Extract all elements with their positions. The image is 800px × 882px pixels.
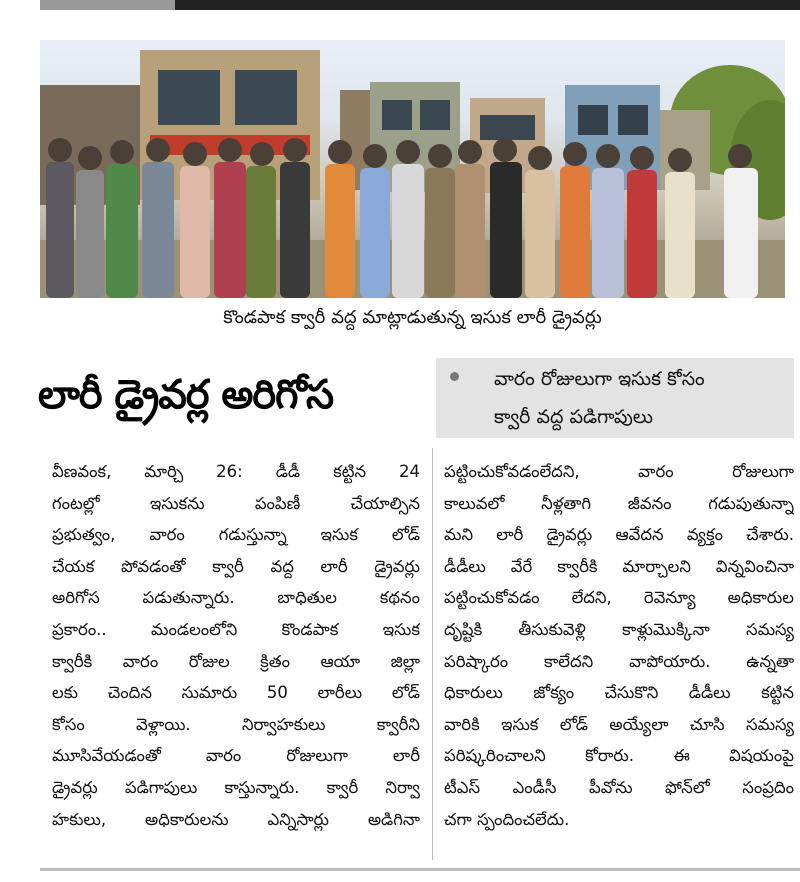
news-photo [40,40,785,298]
bullet-icon [450,372,459,381]
body-line: గంటల్లో ఇసుకను పంపిణీ చేయాల్సిన [52,493,420,513]
article-column-right [444,456,794,835]
top-rule-accent [40,0,175,10]
subheadline-line-1: వారం రోజులుగా ఇసుక కోసం [494,368,705,390]
body-line: లకు చెందిన సుమారు 50 లారీలు లోడ్ [52,683,420,703]
body-line: దృష్టికి తీసుకువెళ్లి కాళ్లుమొక్కినా సమస్య [444,619,794,639]
body-line: చేయక పోవడంతో క్వారీ వద్ద లారీ డ్రైవర్లు [52,556,420,576]
photo-caption: కొండపాక క్వారీ వద్ద మాట్లాడుతున్న ఇసుక లారీ డ్రైవర్లు [223,307,602,328]
body-line: ప్రభుత్వం, వారం గడుస్తున్నా ఇసుక లోడ్ [52,525,420,545]
body-line: పట్టించుకోవడం లేదని, రెవెన్యూ అధికారుల [444,588,794,608]
body-line: హకులు, అధికారులను ఎన్నిసార్లు అడిగినా [52,809,420,829]
subheadline-line-2: క్వారీ వద్ద పడిగాపులు [494,406,653,428]
bottom-rule [40,868,800,871]
body-line: కోసం వెళ్లాయి. నిర్వాహకులు క్వారీని [52,714,420,734]
body-line: పరిష్కారం కాలేదని వాపోయారు. ఉన్నతా [444,651,794,671]
body-line: వీణవంక, మార్చి 26: డీడీ కట్టిన 24 [52,462,420,481]
body-line: అరిగోస పడుతున్నారు. బాధితుల కథనం [52,588,420,608]
body-line: ప్రకారం.. మండలంలోని కొండపాక ఇసుక [52,619,420,639]
body-line: వారికి ఇసుక లోడ్ అయ్యేలా చూసి సమస్య [444,714,794,734]
body-line: కాలువలో నీళ్లతాగి జీవనం గడుపుతున్నా [444,493,794,513]
body-line: టీఎస్ ఎండీసీ పీవోను ఫోన్‌లో సంప్రదిం [444,777,794,797]
body-line: క్వారీకి వారం రోజుల క్రితం ఆయా జిల్లా [52,651,420,671]
article-column-left [52,456,420,835]
body-line: పరిష్కరించాలని కోరారు. ఈ విషయంపై [444,746,794,766]
column-divider [432,448,433,860]
body-line: డ్రైవర్లు పడిగాపులు కాస్తున్నారు. క్వారీ నిర్వా [52,777,420,797]
group-photo-icon [40,40,785,298]
body-line: డీడీలు వేరే క్వారీకి మార్చాలని విన్నవించినా [444,556,794,576]
body-line: మని లారీ డ్రైవర్లు ఆవేదన వ్యక్తం చేశారు. [444,525,794,545]
subheadline-box [436,358,794,438]
body-line: చగా స్పందించలేదు. [444,809,570,829]
body-line: మూసివేయడంతో వారం రోజులుగా లారీ [52,746,420,766]
body-line: ధికారులు జోక్యం చేసుకొని డీడీలు కట్టిన [444,683,794,703]
article-headline: లారీ డ్రైవర్ల అరిగోస [38,372,334,418]
body-line: పట్టించుకోవడంలేదని, వారం రోజులుగా [444,462,794,481]
